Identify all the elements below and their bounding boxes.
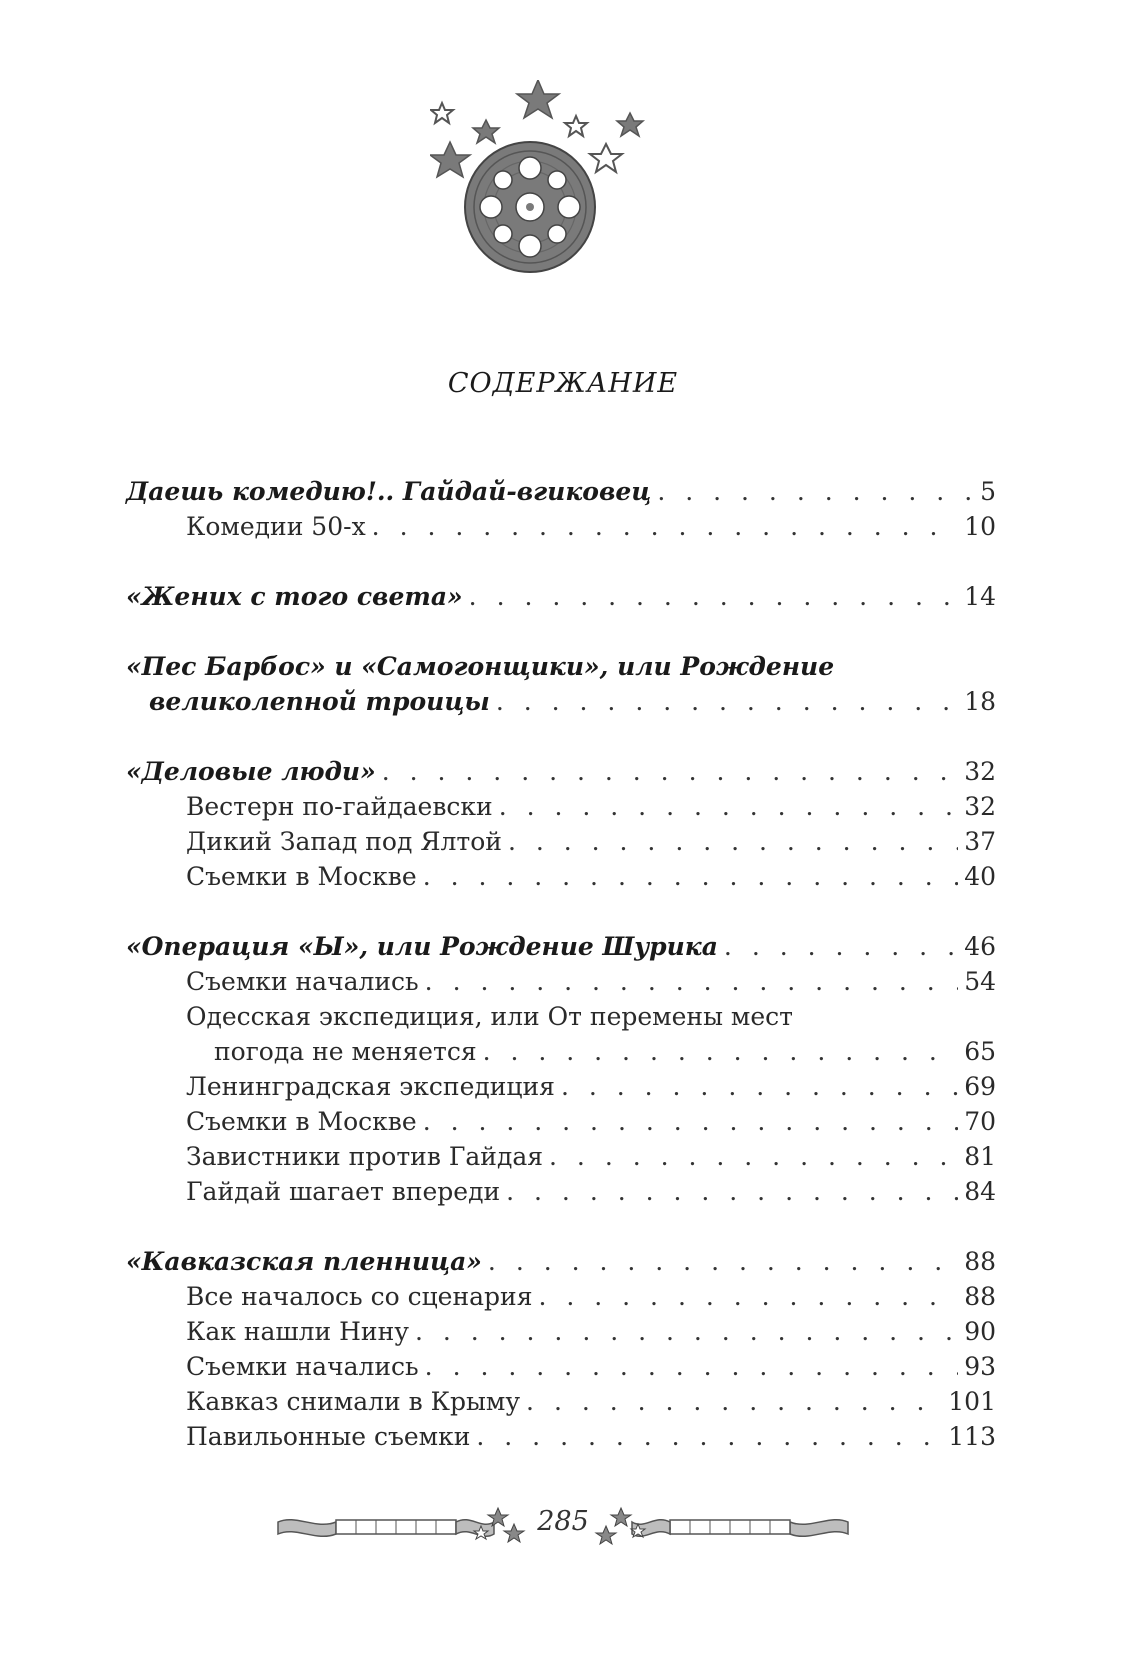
star-icon (473, 120, 499, 143)
toc-section[interactable]: Как нашли Нину . . . 90 (126, 1314, 996, 1349)
toc-section-continued[interactable]: погода не меняется . . . 65 (126, 1034, 996, 1069)
toc-chapter[interactable]: Даешь комедию!.. Гайдай-вгиковец . . . 5 (126, 474, 996, 509)
film-reel-icon (465, 142, 595, 272)
toc-section[interactable]: Гайдай шагает впереди . . . 84 (126, 1174, 996, 1209)
toc-chapter[interactable]: «Операция «Ы», или Рождение Шурика . . . 46 (126, 929, 996, 964)
toc-chapter[interactable]: «Пес Барбос» и «Самогонщики», или Рождение (126, 652, 835, 681)
page-footer (276, 1500, 850, 1550)
toc-chapter[interactable]: «Кавказская пленница» . . . 88 (126, 1244, 996, 1279)
star-icon (617, 113, 643, 136)
toc-chapter[interactable]: «Жених с того света» . . . 14 (126, 579, 996, 614)
star-icon (517, 80, 559, 118)
toc-chapter-continued[interactable]: великолепной троицы . . . 18 (126, 684, 996, 719)
toc-section[interactable]: Дикий Запад под Ялтой . . . 37 (126, 824, 996, 859)
toc-section[interactable]: Вестерн по-гайдаевски . . . 32 (126, 789, 996, 824)
page-title: СОДЕРЖАНИЕ (447, 368, 679, 399)
toc-section[interactable]: Одесская экспедиция, или От перемены мест (186, 1002, 793, 1031)
toc-section[interactable]: Павильонные съемки . . . 113 (126, 1419, 996, 1454)
toc-section[interactable]: Комедии 50-х . . . 10 (126, 509, 996, 544)
toc-chapter[interactable]: «Деловые люди» . . . 32 (126, 754, 996, 789)
toc-section[interactable]: Завистники против Гайдая . . . 81 (126, 1139, 996, 1174)
toc-section[interactable]: Ленинградская экспедиция . . . 69 (126, 1069, 996, 1104)
toc-section[interactable]: Съемки в Москве . . . 40 (126, 859, 996, 894)
star-icon (430, 142, 470, 177)
table-of-contents (126, 474, 996, 1454)
toc-section[interactable]: Кавказ снимали в Крыму . . . 101 (126, 1384, 996, 1419)
film-reel-with-stars-icon (430, 80, 700, 330)
toc-section[interactable]: Съемки начались . . . 93 (126, 1349, 996, 1384)
star-icon (565, 116, 587, 136)
toc-section[interactable]: Съемки в Москве . . . 70 (126, 1104, 996, 1139)
star-icon (431, 103, 453, 123)
star-icon (590, 144, 622, 172)
toc-section[interactable]: Все началось со сценария . . . 88 (126, 1279, 996, 1314)
toc-section[interactable]: Съемки начались . . . 54 (126, 964, 996, 999)
page-number: 285 (537, 1506, 589, 1537)
